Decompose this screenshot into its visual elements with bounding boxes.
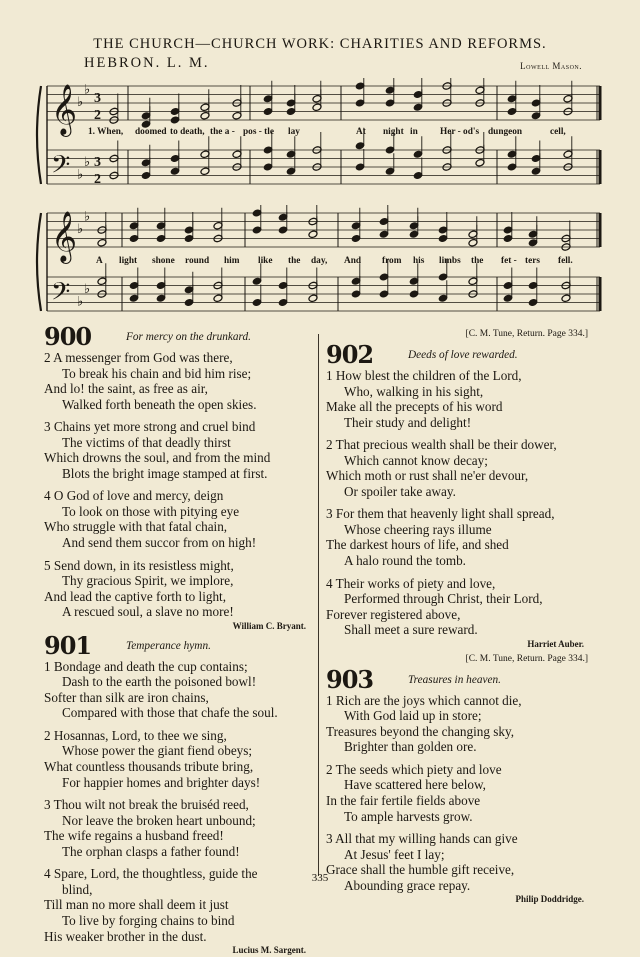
page-heading: THE CHURCH—CHURCH WORK: CHARITIES AND REFORMS. (93, 36, 547, 52)
stanza-line: Thy gracious Spirit, we implore, (62, 573, 234, 589)
stanza-line: Who struggle with that fatal chain, (44, 519, 228, 535)
hymn-attribution: Harriet Auber. (527, 638, 584, 649)
stanza-line: 5 Send down, in its resistless might, (44, 557, 234, 573)
stanza (326, 762, 588, 824)
stanza-line: Make all the precepts of his word (326, 399, 503, 415)
flat-sign: ♭ (84, 81, 91, 97)
stanza-line: The wife regains a husband freed! (44, 828, 224, 844)
lyric-syllable: to death, (170, 127, 205, 137)
hymn-attribution: William C. Bryant. (232, 620, 306, 631)
lyric-syllable: pos - tle (243, 127, 274, 137)
stanza-line: 4 O God of love and mercy, deign (44, 488, 224, 504)
hymn-header (44, 630, 310, 660)
time-signature: 2 (94, 172, 101, 187)
stanza (44, 728, 310, 790)
stanza-line: In the fair fertile fields above (326, 793, 481, 809)
stanza-line: Their study and delight! (344, 414, 472, 430)
lyric-syllable: A (96, 256, 103, 266)
lyric-syllable: lay (288, 127, 300, 137)
stanza-line: 1 Rich are the joys which cannot die, (326, 692, 522, 708)
stanza-line: Abounding grace repay. (344, 877, 471, 893)
hymn-title: Deeds of love rewarded. (408, 349, 518, 361)
tune-composer: Lowell Mason. (520, 61, 582, 71)
lyric-syllable: 1. When, (88, 127, 124, 137)
lyric-syllable: fet - (501, 256, 517, 266)
stanza-line: 1 How blest the children of the Lord, (326, 368, 522, 383)
stanza-line: A rescued soul, a slave no more! (62, 604, 234, 620)
brace (37, 213, 41, 311)
hymn-title: Temperance hymn. (126, 639, 211, 652)
lyric-syllable: the (471, 256, 484, 266)
hymn-number: 903 (326, 664, 374, 694)
flat-sign: ♭ (84, 208, 91, 224)
flat-sign: ♭ (77, 94, 84, 109)
stanza-line: 3 All that my willing hands can give (326, 831, 518, 847)
lyric-syllable: the (288, 256, 301, 266)
stanza (44, 797, 310, 859)
lyric-syllable: night (383, 127, 404, 137)
tune-reference: [C. M. Tune, Return. Page 334.] (465, 329, 588, 339)
left-column (44, 324, 310, 957)
stanza-line: To ample harvests grow. (344, 808, 473, 824)
stanza-line: Forever registered above, (326, 606, 461, 622)
stanza-line: Whose cheering rays illume (344, 521, 492, 537)
stanza-line: What countless thousands tribute bring, (44, 759, 254, 775)
lyric-syllable: shone (152, 256, 175, 266)
stanza-line: 4 Spare, Lord, the thoughtless, guide the (44, 866, 258, 882)
flat-sign: ♭ (77, 221, 84, 236)
stanza-line: 4 Their works of piety and love, (326, 575, 496, 591)
stanza (326, 437, 588, 499)
stanza-line: Have scattered here below, (344, 777, 486, 793)
hymn-attribution: Philip Doddridge. (515, 894, 584, 905)
flat-sign: ♭ (77, 293, 84, 309)
hymn-attribution: Lucius M. Sargent. (232, 945, 306, 956)
stanza-line: Softer than silk are iron chains, (44, 689, 209, 705)
treble-clef: 𝄞 (51, 84, 78, 135)
lyric-syllable: the a - (210, 127, 235, 137)
stanza-line: Shall meet a sure reward. (344, 622, 478, 638)
time-signature: 3 (94, 155, 101, 170)
stanza-line: 2 Hosannas, Lord, to thee we sing, (44, 727, 227, 743)
stanza-line: Which moth or rust shall ne'er devour, (326, 468, 529, 484)
hymn-header (326, 342, 588, 368)
stanza-line: The victims of that deadly thirst (62, 434, 231, 450)
lyric-syllable: from (382, 256, 402, 266)
treble-clef: 𝄞 (51, 211, 78, 262)
stanza-line: A halo round the tomb. (344, 553, 466, 569)
lyric-syllable: ters (525, 256, 540, 266)
lyric-syllable: him (224, 256, 240, 266)
lyric-syllable: day, (311, 256, 328, 266)
tune-name: HEBRON. L. M. (84, 55, 210, 71)
stanza-line: Compared with those that chafe the soul. (62, 705, 278, 721)
stanza-line: Which drowns the soul, and from the mind (44, 450, 271, 466)
stanza-line: Till man no more shall deem it just (44, 897, 229, 913)
hymn-header (44, 324, 310, 350)
stanza-line: Whose power the giant fiend obeys; (62, 743, 253, 759)
bass-clef: 𝄢 (51, 277, 71, 313)
flat-sign: ♭ (77, 166, 84, 182)
lyric-syllable: At (356, 127, 366, 137)
stanza-line: 3 For them that heavenly light shall spread, (326, 506, 555, 522)
stanza-line: 3 Thou wilt not break the bruiséd reed, (44, 797, 249, 813)
stanza (326, 368, 588, 430)
stanza-line: And lead the captive forth to light, (44, 588, 227, 604)
stanza-line: At Jesus' feet I lay; (344, 846, 445, 862)
stanza-line: To look on those with pitying eye (62, 503, 240, 519)
time-signature: 2 (94, 108, 101, 123)
lyric-syllable: limbs (439, 256, 461, 266)
stanza-line: With God laid up in store; (344, 708, 482, 724)
stanza-line: Brighter than golden ore. (344, 739, 477, 755)
lyric-syllable: And (344, 256, 362, 266)
stanza (44, 659, 310, 721)
flat-sign: ♭ (84, 280, 91, 296)
bass-clef: 𝄢 (51, 150, 71, 186)
stanza-line: Dash to the earth the poisoned bowl! (62, 674, 257, 690)
stanza-line: And lo! the saint, as free as air, (44, 381, 208, 397)
lyric-syllable: in (410, 127, 418, 137)
lyric-syllable: dungeon (488, 127, 523, 137)
hymn-number: 901 (44, 630, 92, 660)
lyric-syllable: cell, (550, 127, 566, 137)
stanza-line: The darkest hours of life, and shed (326, 537, 509, 553)
stanza-line: Who, walking in his sight, (344, 383, 484, 399)
stanza-line: The orphan clasps a father found! (62, 843, 240, 859)
stanza-line: Grace shall the humble gift receive, (326, 862, 515, 878)
stanza-line: blind, (62, 881, 93, 897)
hymn-number: 900 (44, 322, 92, 351)
column-divider (318, 334, 319, 876)
stanza (326, 506, 588, 568)
time-signature: 3 (94, 91, 101, 106)
lyric-syllable: his (413, 256, 425, 266)
stanza-line: To live by forging chains to bind (62, 912, 235, 928)
lyric-syllable: light (119, 256, 138, 266)
stanza-line: Performed through Christ, their Lord, (344, 591, 543, 607)
stanza (44, 419, 310, 481)
stanza (326, 576, 588, 638)
stanza-line: Treasures beyond the changing sky, (326, 723, 515, 739)
right-column (326, 326, 588, 906)
tune-reference: [C. M. Tune, Return. Page 334.] (465, 653, 588, 664)
stanza-line: Blots the bright image stamped at first. (62, 465, 268, 481)
stanza-line: His weaker brother in the dust. (44, 928, 207, 944)
stanza-line: 3 Chains yet more strong and cruel bind (44, 419, 256, 435)
lyric-syllable: doomed (135, 127, 167, 137)
hymn-number: 902 (326, 340, 374, 369)
stanza-line: Walked forth beneath the open skies. (62, 396, 257, 412)
stanza (44, 350, 310, 412)
stanza-line: To break his chain and bid him rise; (62, 365, 252, 381)
lyric-syllable: fell. (558, 256, 573, 266)
stanza-line: 2 A messenger from God was there, (44, 350, 233, 365)
page-number: 335 (311, 872, 329, 884)
lyric-syllable: like (258, 256, 273, 266)
stanza-line: Nor leave the broken heart unbound; (62, 812, 256, 828)
hymn-title: For mercy on the drunkard. (126, 331, 251, 343)
stanza-line: And send them succor from on high! (62, 535, 257, 551)
hymn-header (326, 664, 588, 694)
flat-sign: ♭ (84, 153, 91, 169)
stanza-line: Which cannot know decay; (344, 452, 488, 468)
brace (37, 86, 41, 184)
stanza-line: 1 Bondage and death the cup contains; (44, 658, 248, 674)
stanza (44, 488, 310, 550)
stanza-line: Or spoiler take away. (344, 483, 456, 499)
lyric-syllable: round (185, 256, 210, 266)
stanza-line: 2 The seeds which piety and love (326, 761, 502, 777)
stanza-line: 2 That precious wealth shall be their dower, (326, 437, 557, 453)
stanza (44, 558, 310, 620)
stanza-line: For happier homes and brighter days! (62, 774, 261, 790)
stanza (326, 693, 588, 755)
hymn-title: Treasures in heaven. (408, 673, 501, 686)
lyric-syllable: Her - od's (440, 127, 480, 137)
